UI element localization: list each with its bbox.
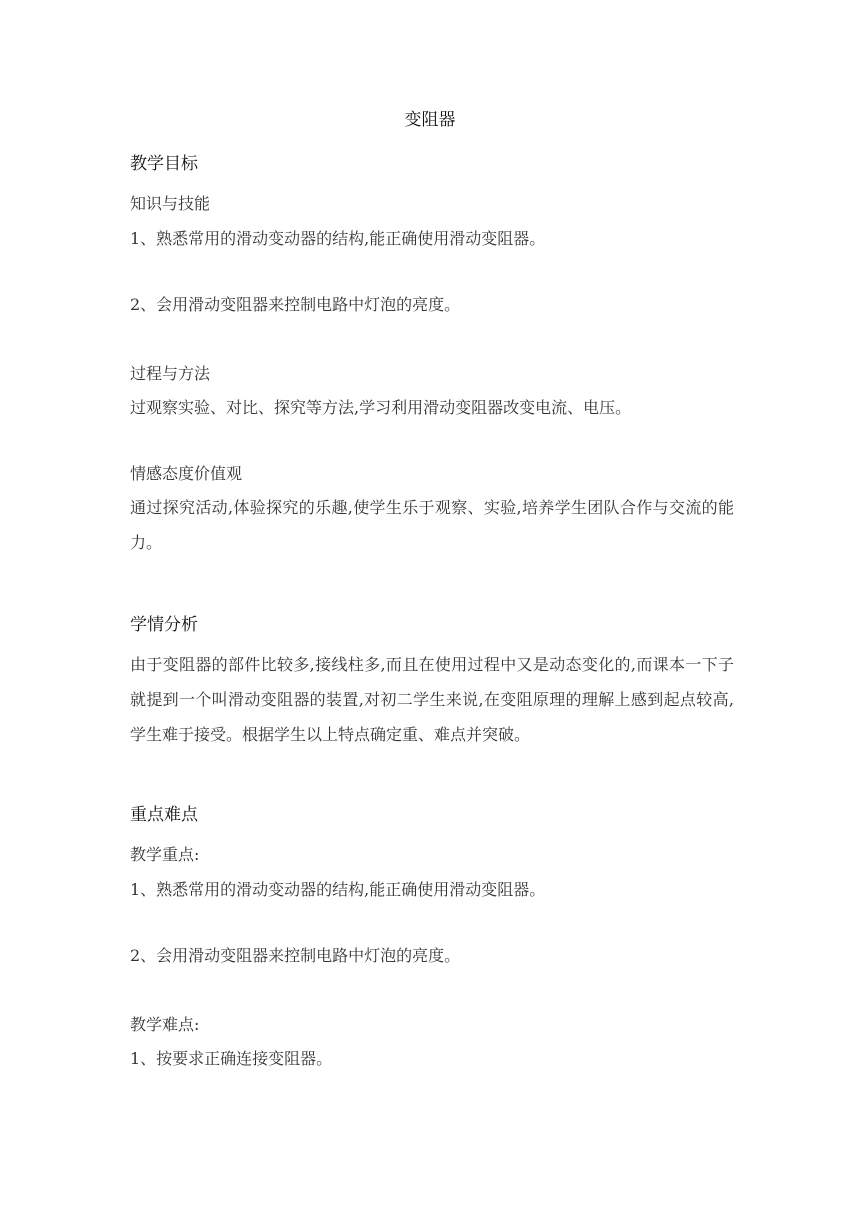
emotion-text: 通过探究活动,体验探究的乐趣,使学生乐于观察、实验,培养学生团队合作与交流的能力。 [130, 498, 734, 552]
knowledge-item-2: 2、会用滑动变阻器来控制电路中灯泡的亮度。 [130, 295, 461, 314]
document-title: 变阻器 [404, 110, 456, 130]
section-heading-goals: 教学目标 [130, 154, 198, 174]
focus-item-2: 2、会用滑动变阻器来控制电路中灯泡的亮度。 [130, 946, 461, 965]
focus-item-1: 1、熟悉常用的滑动变动器的结构,能正确使用滑动变阻器。 [130, 880, 546, 899]
section-heading-analysis: 学情分析 [130, 615, 198, 635]
subheading-focus: 教学重点: [130, 845, 200, 864]
subheading-process: 过程与方法 [130, 364, 211, 383]
subheading-emotion: 情感态度价值观 [130, 464, 243, 483]
process-text: 过观察实验、对比、探究等方法,学习利用滑动变阻器改变电流、电压。 [130, 398, 632, 417]
knowledge-item-1: 1、熟悉常用的滑动变动器的结构,能正确使用滑动变阻器。 [130, 229, 546, 248]
subheading-knowledge: 知识与技能 [130, 194, 211, 213]
section-heading-key-points: 重点难点 [130, 805, 198, 825]
subheading-difficulty: 教学难点: [130, 1015, 200, 1034]
analysis-text: 由于变阻器的部件比较多,接线柱多,而且在使用过程中又是动态变化的,而课本一下子就提到一个叫滑动变阻器的装置,对初二学生来说,在变阻原理的理解上感到起点较高,学生难于接受。根据学生以上特点确定重、难点并突破。 [130, 655, 734, 744]
difficulty-item-1: 1、按要求正确连接变阻器。 [130, 1049, 333, 1068]
